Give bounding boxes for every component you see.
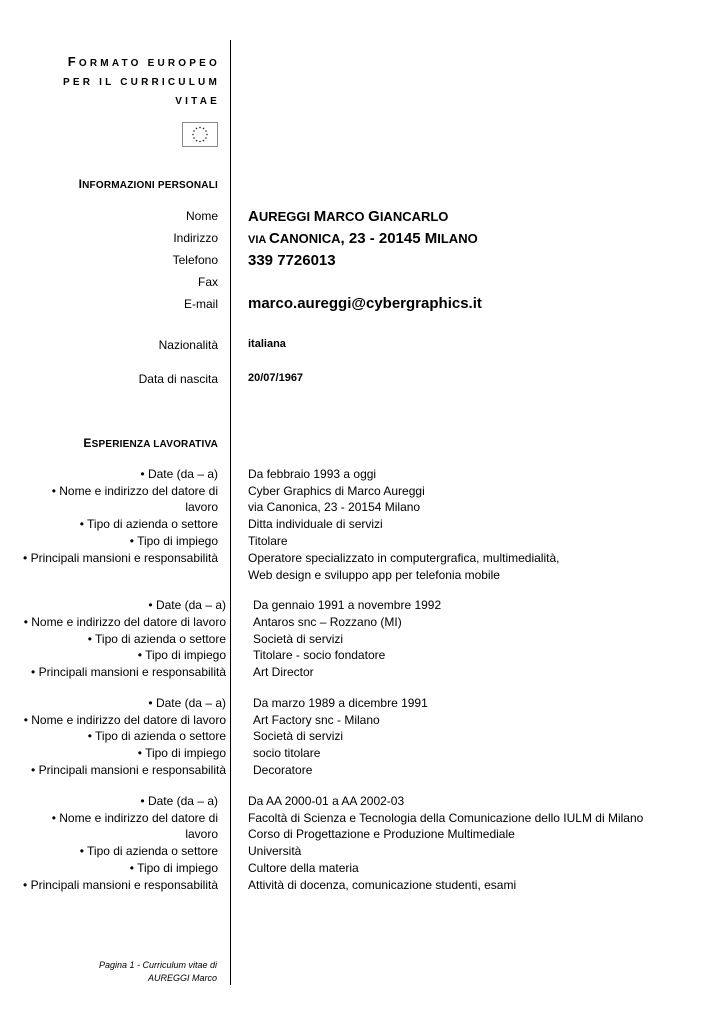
entry4-duties: Attività di docenza, comunicazione studenti, esami — [248, 878, 517, 892]
value-telefono: 339 7726013 — [248, 252, 336, 269]
label-email: E-mail — [183, 297, 218, 311]
value-data-nascita: 20/07/1967 — [248, 372, 304, 384]
label-job: • Tipo di impiego — [137, 648, 226, 662]
label-fax: Fax — [197, 275, 218, 289]
page-footer — [99, 959, 217, 985]
label-date: • Date (da – a) — [140, 467, 218, 481]
entry3-employer: Art Factory snc - Milano — [253, 713, 380, 727]
entry2-job: Titolare - socio fondatore — [253, 648, 386, 662]
entry1-duties-cont: Web design e sviluppo app per telefonia mobile — [248, 568, 500, 582]
value-nazionalita: italiana — [248, 338, 286, 350]
entry4-employer: Facoltà di Scienza e Tecnologia della Comunicazione dello IULM di Milano — [248, 811, 644, 825]
section-title-experience: ESPERIENZA LAVORATIVA — [83, 436, 218, 450]
label-data-nascita: Data di nascita — [138, 372, 218, 386]
label-type: • Tipo di azienda o settore — [87, 729, 226, 743]
header-line-1: FORMATO EUROPEO — [67, 54, 220, 69]
label-indirizzo: Indirizzo — [173, 231, 218, 245]
entry3-type: Società di servizi — [253, 729, 344, 743]
entry3-job: socio titolare — [253, 746, 321, 760]
entry2-date: Da gennaio 1991 a novembre 1992 — [253, 598, 442, 612]
label-type: • Tipo di azienda o settore — [87, 632, 226, 646]
header-line-3: VITAE — [175, 96, 220, 107]
entry1-date: Da febbraio 1993 a oggi — [248, 467, 377, 481]
label-job: • Tipo di impiego — [129, 861, 218, 875]
label-nome: Nome — [185, 209, 218, 223]
label-duties: • Principali mansioni e responsabilità — [23, 551, 218, 565]
label-employer: • Nome e indirizzo del datore di lavoro — [23, 713, 226, 727]
label-nazionalita: Nazionalità — [158, 338, 218, 352]
label-job: • Tipo di impiego — [137, 746, 226, 760]
entry1-employer: Cyber Graphics di Marco Aureggi — [248, 484, 425, 498]
header-line-2: PER IL CURRICULUM — [63, 77, 220, 88]
label-duties: • Principali mansioni e responsabilità — [31, 763, 226, 777]
label-employer-cont: lavoro — [185, 500, 218, 514]
entry4-type: Università — [248, 844, 302, 858]
value-indirizzo: VIA CANONICA, 23 - 20145 MILANO — [248, 230, 478, 247]
cv-header — [63, 52, 220, 111]
entry1-employer-address: via Canonica, 23 - 20154 Milano — [248, 500, 421, 514]
entry4-employer-cont: Corso di Progettazione e Produzione Multimediale — [248, 827, 515, 841]
footer-line-2: AUREGGI Marco — [147, 973, 217, 983]
label-date: • Date (da – a) — [148, 696, 226, 710]
value-email[interactable]: marco.aureggi@cybergraphics.it — [248, 295, 482, 312]
label-type: • Tipo di azienda o settore — [79, 517, 218, 531]
entry3-duties: Decoratore — [253, 763, 313, 777]
divider-line — [230, 40, 231, 985]
label-duties: • Principali mansioni e responsabilità — [31, 665, 226, 679]
label-type: • Tipo di azienda o settore — [79, 844, 218, 858]
label-employer: • Nome e indirizzo del datore di — [51, 484, 218, 498]
label-date: • Date (da – a) — [140, 794, 218, 808]
footer-line-1: Pagina 1 - Curriculum vitae di — [98, 960, 217, 970]
label-job: • Tipo di impiego — [129, 534, 218, 548]
label-employer-cont: lavoro — [185, 827, 218, 841]
label-employer: • Nome e indirizzo del datore di lavoro — [23, 615, 226, 629]
entry1-duties: Operatore specializzato in computergrafica, multimedialità, — [248, 551, 560, 565]
entry2-duties: Art Director — [253, 665, 314, 679]
entry2-type: Società di servizi — [253, 632, 344, 646]
eu-flag-logo — [182, 122, 218, 147]
label-date: • Date (da – a) — [148, 598, 226, 612]
section-title-personal: INFORMAZIONI PERSONALI — [78, 177, 218, 191]
entry4-job: Cultore della materia — [248, 861, 359, 875]
label-telefono: Telefono — [172, 253, 218, 267]
entry4-date: Da AA 2000-01 a AA 2002-03 — [248, 794, 405, 808]
entry1-type: Ditta individuale di servizi — [248, 517, 383, 531]
label-employer: • Nome e indirizzo del datore di — [51, 811, 218, 825]
entry3-date: Da marzo 1989 a dicembre 1991 — [253, 696, 428, 710]
entry2-employer: Antaros snc – Rozzano (MI) — [253, 615, 402, 629]
value-nome: AUREGGI MARCO GIANCARLO — [248, 208, 449, 225]
entry1-job: Titolare — [248, 534, 288, 548]
label-duties: • Principali mansioni e responsabilità — [23, 878, 218, 892]
